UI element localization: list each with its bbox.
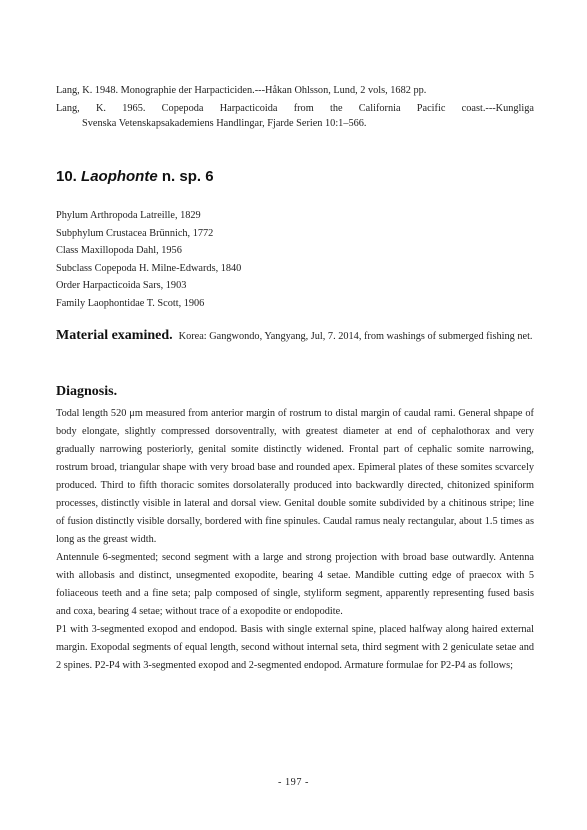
material-examined <box>56 327 534 346</box>
reference-entry <box>56 101 534 131</box>
reference-continuation: Svenska Vetenskapsakademiens Handlingar, Fjarde Serien 10:1–566. <box>82 118 367 129</box>
page-number: - 197 - <box>278 777 309 788</box>
section-number: 10. <box>56 168 77 185</box>
reference-entry <box>56 83 534 98</box>
diagnosis-heading: Diagnosis. <box>56 384 118 399</box>
material-text: Korea: Gangwondo, Yangyang, Jul, 7. 2014, from washings of submerged fishing net. <box>178 331 533 342</box>
section-heading <box>56 168 214 185</box>
genus-name: Laophonte <box>81 168 158 185</box>
reference-line: Lang, K. 1948. Monographie der Harpacticiden.---Håkan Ohlsson, Lund, 2 vols, 1682 pp. <box>56 85 427 96</box>
taxonomy-item: Order Harpacticoida Sars, 1903 <box>56 280 187 292</box>
taxonomy-item: Subclass Copepoda H. Milne-Edwards, 1840 <box>56 262 242 274</box>
diagnosis-paragraph: Todal length 520 μm measured from anterior margin of rostrum to distal margin of caudal rami. General shpape of body elongate, slightly compressed dorsoventrally, with greatest diameter at end of cephalothorax and very gradually narrowing posteriorly, genital somite distinctly widened. Frontal part of cephalic somite narrowing, rostrum broad, triangular shape with very broad base and rounded apex. Epimeral plates of these somites scvarcely produced. Third to fifth thoracic somites dorsolaterally produced into backwardly directed, chitonized spiniform processes, distinctly visible in lateral and dorsal view. Genital double somite subdivided by a chitinous stripe; line of fusion distinctly visible dorsally, bordered with fine spinules. Caudal ramus nealy rectangular, about 1.5 times as long as the greast width. <box>56 408 534 545</box>
material-label: Material examined. <box>56 328 173 343</box>
species-suffix: n. sp. 6 <box>161 168 214 185</box>
taxonomy-item: Phylum Arthropoda Latreille, 1829 <box>56 210 201 221</box>
diagnosis-paragraph: Antennule 6-segmented; second segment with a large and strong projection with broad base outwardly. Antenna with allobasis and distinct, unsegmented exopodite, bearing 4 setae. Mandible cutting edge of praecox with 5 foliaceous teeth and a fine seta; palp composed of single, styliform segment, apparently representing fused basis and coxa, bearing 4 setae; without trace of a exopodite or endopodite. <box>56 552 534 617</box>
taxonomy-item: Class Maxillopoda Dahl, 1956 <box>56 245 182 257</box>
taxonomy-list <box>56 207 241 313</box>
taxonomy-item: Subphylum Crustacea Brünnich, 1772 <box>56 227 214 239</box>
diagnosis-body <box>56 405 534 675</box>
diagnosis-paragraph: P1 with 3-segmented exopod and endopod. Basis with single external spine, placed halfway along haired external margin. Exopodal segments of equal length, second without internal seta, third segment with 2 geniculate setae and 2 spines. P2-P4 with 3-segmented exopod and 2-segmented endopod. Armature formulae for P2-P4 as follows; <box>56 624 534 671</box>
taxonomy-item: Family Laophontidae T. Scott, 1906 <box>56 297 205 309</box>
reference-line: Lang, K. 1965. Copepoda Harpacticoida from the California Pacific coast.---Kungliga <box>56 103 534 114</box>
